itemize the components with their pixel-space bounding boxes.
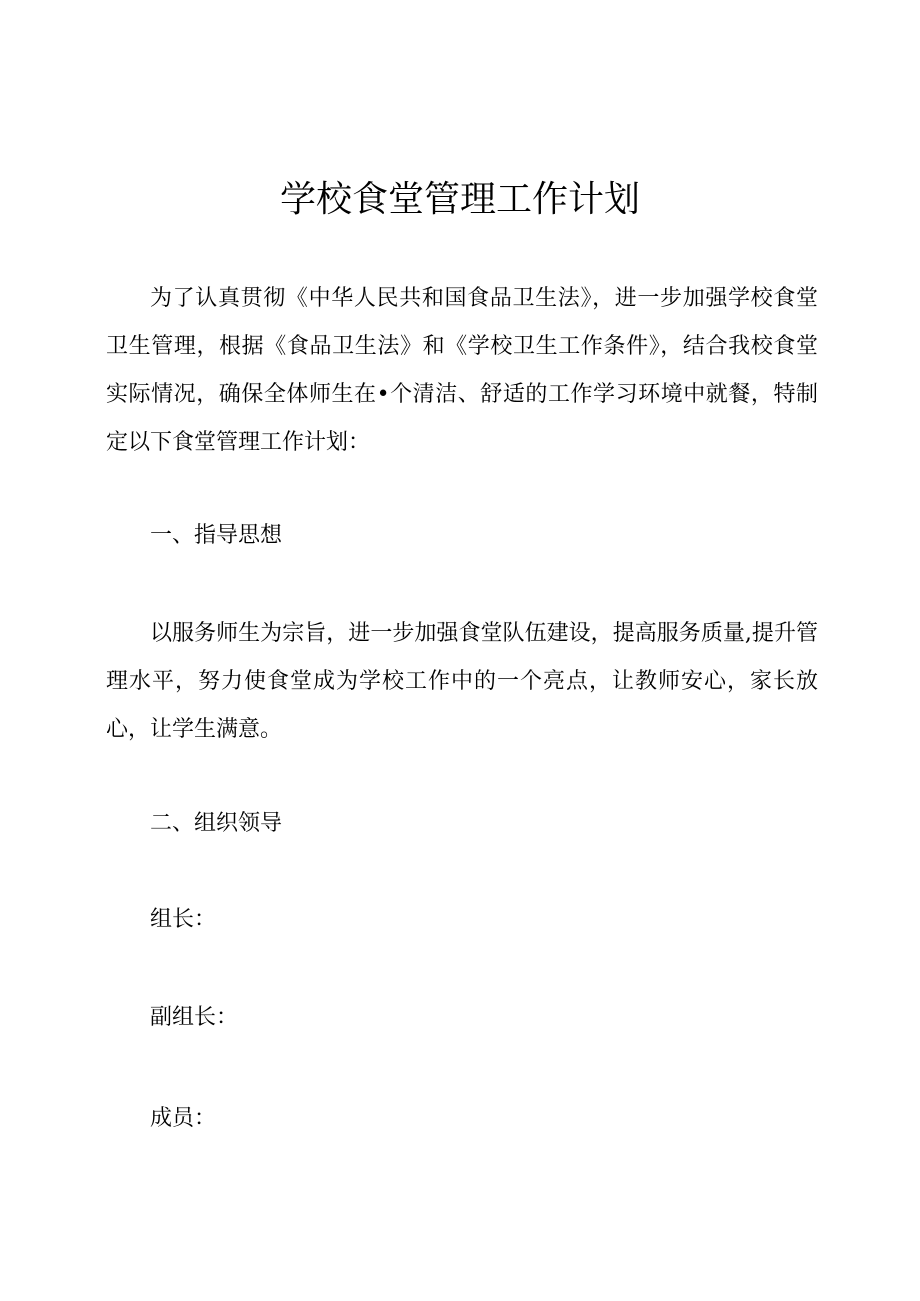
page-title: 学校食堂管理工作计划: [279, 179, 640, 220]
role-members-label: 成员：: [150, 1106, 217, 1131]
intro-paragraph: 为了认真贯彻《中华人民共和国食品卫生法》，进一步加强学校食堂卫生管理，根据《食品卫生法》和《学校卫生工作条件》，结合我校食堂实际情况，确保全体师生在•个清洁、舒适的工作学习环境中就餐，特制定以下食堂管理工作计划：: [106, 286, 818, 455]
role-leader-label: 组长：: [150, 907, 217, 932]
section-body-guiding-ideology: 以服务师生为宗旨，进一步加强食堂队伍建设，提高服务质量,提升管理水平，努力使食堂成为学校工作中的一个亮点，让教师安心，家长放心，让学生满意。: [106, 621, 818, 742]
role-deputy-leader-label: 副组长：: [150, 1005, 239, 1030]
section-heading-guiding-ideology: 一、指导思想: [150, 523, 283, 548]
section-heading-organization: 二、组织领导: [150, 811, 283, 836]
